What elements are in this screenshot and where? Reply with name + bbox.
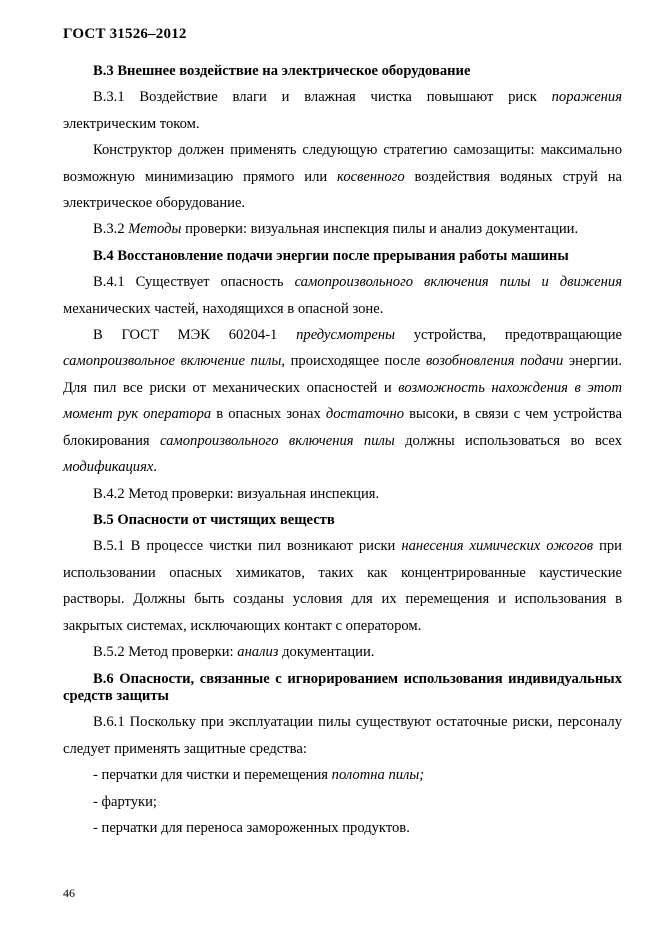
paragraph [63, 533, 622, 639]
text: - перчатки для чистки и перемещения [93, 767, 332, 784]
text: при использовании опасных химикатов, таких как концентрированные каустические растворы. Должны быть созданы условия для их перемещения и использования в закрытых системах, исключающих контакт с оператором. [63, 538, 622, 634]
text: B.3.2 [93, 221, 129, 238]
section-heading-b4: B.4 Восстановление подачи энергии после прерывания работы машины [93, 247, 569, 264]
paragraph [63, 216, 622, 242]
italic-text: возможность нахождения в этот момент рук оператора [63, 379, 622, 423]
paragraph [63, 84, 622, 137]
paragraph [63, 639, 622, 665]
text: . [153, 459, 158, 476]
list-item: - перчатки для переноса замороженных продуктов. [93, 819, 410, 836]
text: электрическим током. [63, 115, 200, 132]
italic-text: самопроизвольного включения пилы и движения [294, 274, 622, 291]
text: устройства, предотвращающие [395, 327, 622, 344]
text: B.3.1 Воздействие влаги и влажная чистка повышают риск [93, 89, 552, 106]
italic-text: косвенного [337, 168, 405, 185]
italic-text: Методы [128, 221, 182, 238]
text: энергии. Для пил все риски от механических опасностей и [63, 353, 622, 396]
document-header: ГОСТ 31526–2012 [63, 26, 187, 42]
italic-text: самопроизвольного включения пилы [160, 432, 395, 449]
text: документации. [278, 643, 375, 660]
italic-text: предусмотрены [296, 327, 395, 344]
text: Конструктор должен применять следующую стратегию самозащиты: максимально возможную минимизацию прямого или [63, 142, 622, 185]
paragraph [63, 269, 622, 322]
paragraph [63, 322, 622, 480]
page-number: 46 [63, 886, 75, 900]
text: , происходящее после [281, 353, 426, 370]
list-item: - фартуки; [93, 793, 157, 810]
list-item [63, 762, 622, 788]
italic-text: полотна пилы; [331, 767, 425, 784]
section-heading-b6: B.6 Опасности, связанные с игнорированием использования индивидуальных средств защиты [63, 671, 622, 705]
italic-text: поражения [551, 89, 622, 106]
paragraph [63, 137, 622, 216]
italic-text: анализ [237, 643, 279, 660]
text: воздействия водяных струй на электрическое оборудование. [63, 168, 622, 212]
paragraph: B.6.1 Поскольку при эксплуатации пилы существуют остаточные риски, персоналу следует применять защитные средства: [63, 714, 622, 757]
text: высоки, в связи с чем устройства блокирования [63, 406, 622, 449]
text: B.4.1 Существует опасность [93, 274, 295, 291]
text: механических частей, находящихся в опасной зоне. [63, 300, 384, 317]
italic-text: самопроизвольное включение пилы [63, 353, 282, 370]
italic-text: нанесения химических ожогов [401, 538, 594, 555]
section-heading-b5: B.5 Опасности от чистящих веществ [93, 511, 335, 528]
text: должны использоваться во всех [394, 432, 623, 449]
text: В ГОСТ МЭК 60204-1 [93, 327, 297, 344]
text: в опасных зонах [211, 406, 326, 423]
text: B.5.2 Метод проверки: [93, 643, 238, 660]
italic-text: достаточно [325, 406, 405, 423]
italic-text: возобновления подачи [425, 353, 564, 370]
italic-text: модификациях [63, 459, 154, 476]
paragraph: B.4.2 Метод проверки: визуальная инспекция. [93, 485, 380, 502]
text: проверки: визуальная инспекция пилы и анализ документации. [181, 221, 579, 238]
section-heading-b3: B.3 Внешнее воздействие на электрическое оборудование [93, 63, 471, 79]
document-body [63, 58, 622, 841]
text: B.5.1 В процессе чистки пил возникают риски [93, 538, 402, 555]
